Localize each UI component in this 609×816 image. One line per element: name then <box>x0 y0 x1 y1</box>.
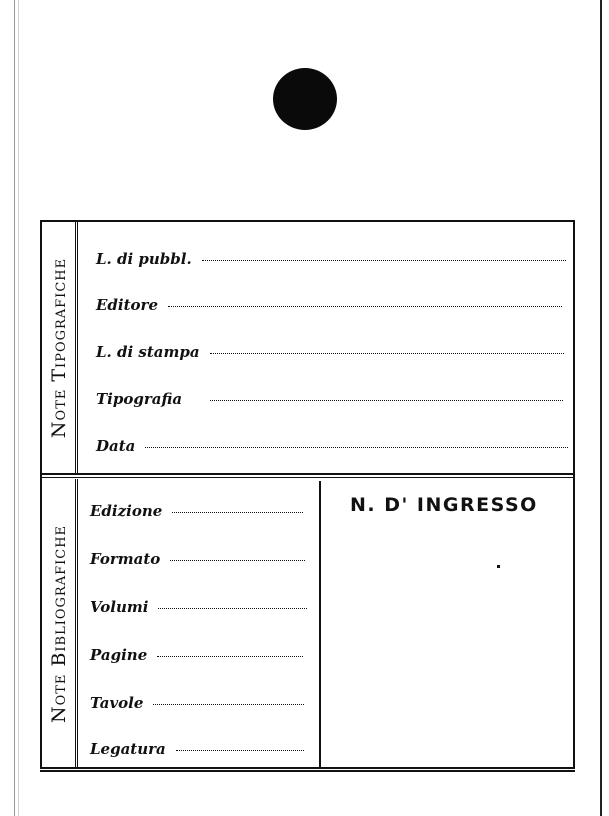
fill-line <box>176 749 304 751</box>
field-label: L. di stampa <box>96 343 200 361</box>
card-left-edge <box>14 0 15 816</box>
field-pagine[interactable] <box>90 646 303 664</box>
field-luogo-pubblicazione[interactable] <box>96 250 566 268</box>
field-data[interactable] <box>96 437 568 455</box>
typographic-section-header <box>42 222 78 473</box>
field-label: Volumi <box>90 598 149 616</box>
section-divider-thin <box>42 477 573 478</box>
field-tavole[interactable] <box>90 694 304 712</box>
field-label: Editore <box>96 296 158 314</box>
section-divider <box>42 473 573 475</box>
field-label: Tipografia <box>96 390 183 408</box>
fill-line <box>145 446 568 448</box>
field-label: Edizione <box>90 502 163 520</box>
fill-line <box>170 559 305 561</box>
field-label: Legatura <box>90 740 166 758</box>
typographic-section-title: Note Tipografiche <box>47 257 70 438</box>
bibliographic-section-header <box>42 479 78 769</box>
fill-line <box>210 352 564 354</box>
form-bottom-rule <box>40 770 575 772</box>
field-formato[interactable] <box>90 550 305 568</box>
fill-line <box>158 607 307 609</box>
field-label: L. di pubbl. <box>96 250 192 268</box>
column-divider <box>319 481 321 769</box>
card-left-edge-inner <box>18 0 19 816</box>
accession-number-label: N. D' INGRESSO <box>350 494 538 516</box>
field-editore[interactable] <box>96 296 562 314</box>
field-label: Formato <box>90 550 161 568</box>
field-label: Pagine <box>90 646 148 664</box>
catalog-form <box>40 220 575 769</box>
card-right-edge <box>600 0 602 816</box>
field-edizione[interactable] <box>90 502 303 520</box>
fill-line <box>168 305 562 307</box>
field-legatura[interactable] <box>90 740 304 758</box>
field-volumi[interactable] <box>90 598 307 616</box>
fill-line <box>202 259 566 261</box>
fill-line <box>157 655 303 657</box>
punch-hole <box>273 68 337 130</box>
ink-speck <box>497 565 500 568</box>
field-label: Data <box>96 437 136 455</box>
field-tipografia[interactable] <box>96 390 563 408</box>
fill-line <box>172 511 303 513</box>
fill-line <box>153 703 304 705</box>
field-luogo-stampa[interactable] <box>96 343 564 361</box>
fill-line <box>210 399 563 401</box>
field-label: Tavole <box>90 694 144 712</box>
bibliographic-section-title: Note Bibliografiche <box>47 524 70 724</box>
